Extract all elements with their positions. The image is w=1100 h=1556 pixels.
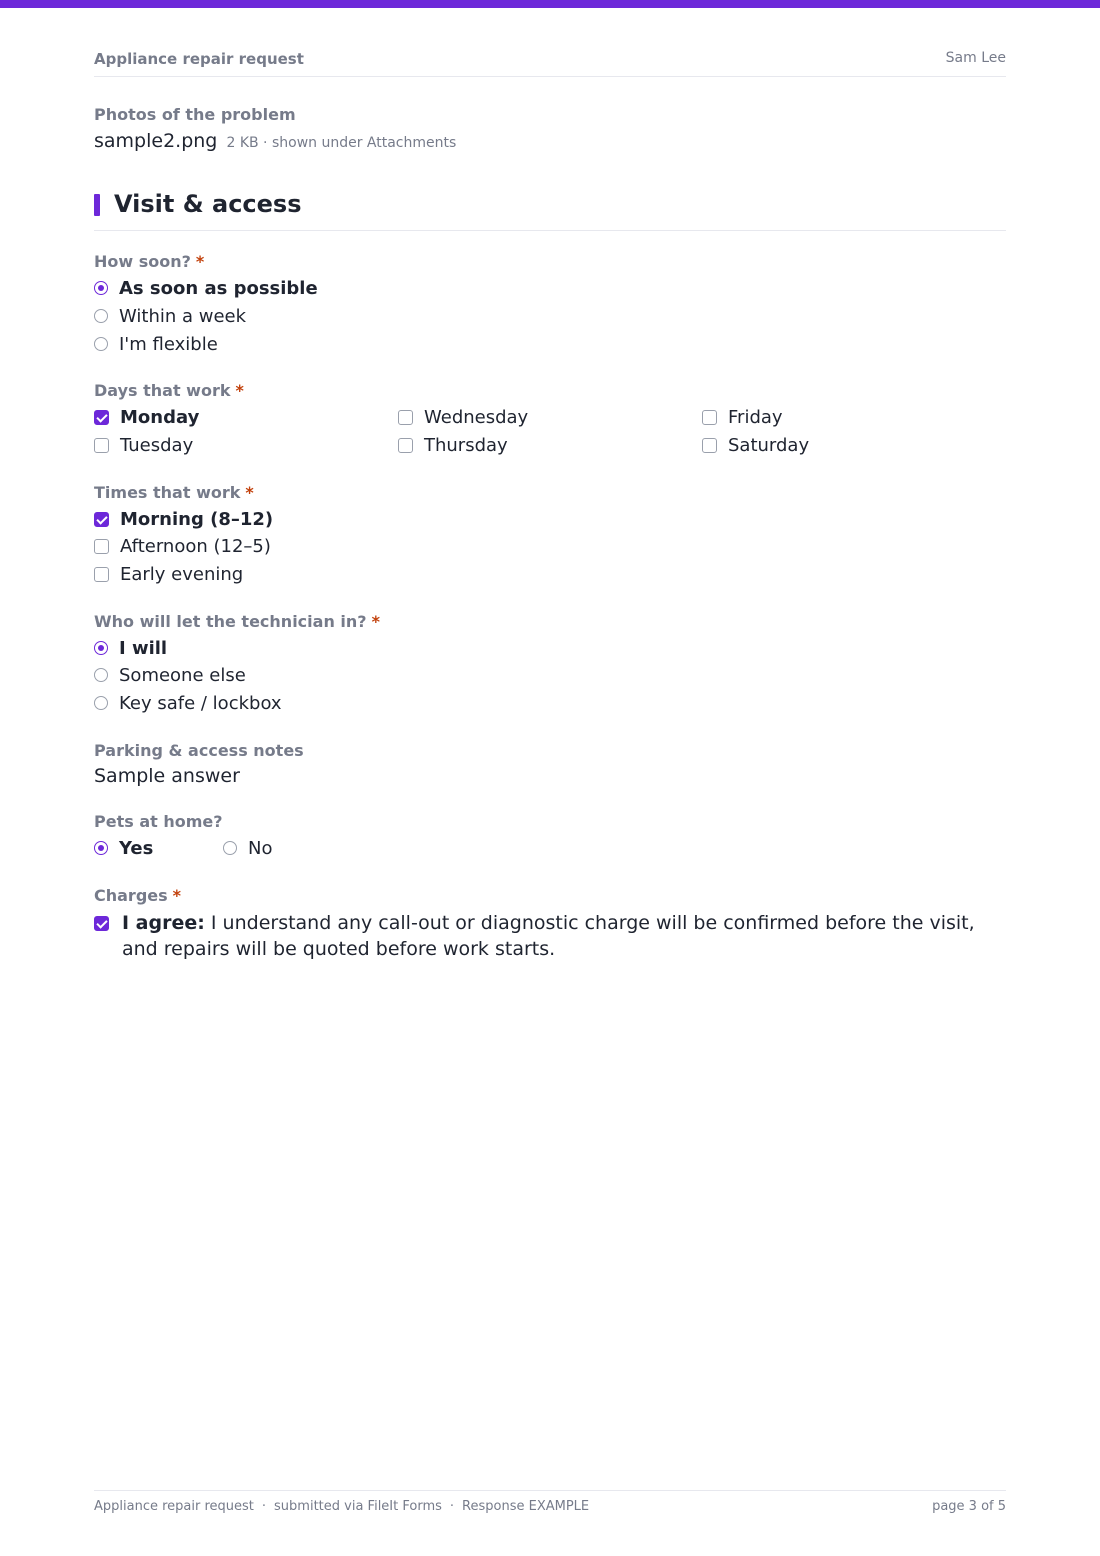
option-label: Someone else: [119, 664, 246, 686]
checkbox-empty-icon[interactable]: [398, 410, 413, 425]
times-label: [94, 483, 254, 502]
how-soon-option-week[interactable]: [94, 304, 246, 328]
checkbox-checked-icon[interactable]: [94, 410, 109, 425]
day-option-wednesday[interactable]: [398, 405, 528, 429]
radio-empty-icon[interactable]: [94, 337, 108, 351]
radio-selected-icon[interactable]: [94, 841, 108, 855]
charges-agreement[interactable]: [94, 910, 1006, 962]
option-label: Yes: [119, 837, 154, 859]
attachment-file-name[interactable]: sample2.png: [94, 130, 218, 152]
checkbox-empty-icon[interactable]: [94, 438, 109, 453]
required-marker: *: [235, 381, 244, 400]
day-option-saturday[interactable]: [702, 433, 809, 457]
radio-empty-icon[interactable]: [94, 696, 108, 710]
option-label: As soon as possible: [119, 277, 318, 299]
required-marker: *: [245, 483, 254, 502]
checkbox-empty-icon[interactable]: [398, 438, 413, 453]
footer-info: [94, 1499, 589, 1514]
top-accent-bar: [0, 0, 1100, 8]
respondent-name: Sam Lee: [945, 50, 1006, 66]
pets-label: Pets at home?: [94, 812, 223, 831]
footer-submitted-via: submitted via FileIt Forms: [274, 1499, 442, 1514]
day-option-tuesday[interactable]: [94, 433, 193, 457]
how-soon-option-flexible[interactable]: [94, 332, 218, 356]
times-label-text: Times that work: [94, 483, 241, 502]
day-option-thursday[interactable]: [398, 433, 508, 457]
checkbox-checked-icon[interactable]: [94, 916, 109, 931]
attachment-file-meta: 2 KB · shown under Attachments: [226, 135, 457, 151]
option-label: Tuesday: [120, 434, 194, 456]
pets-option-yes[interactable]: [94, 836, 153, 860]
how-soon-label: [94, 252, 204, 271]
charges-label-text: Charges: [94, 886, 168, 905]
agreement-text: [122, 910, 1006, 962]
form-title: Appliance repair request: [94, 50, 304, 68]
time-option-evening[interactable]: [94, 562, 243, 586]
option-label: Wednesday: [424, 406, 529, 428]
time-option-afternoon[interactable]: [94, 534, 271, 558]
radio-selected-icon[interactable]: [94, 281, 108, 295]
page-number: page 3 of 5: [932, 1499, 1006, 1514]
section-title: Visit & access: [114, 190, 302, 218]
page-footer: [94, 1490, 1006, 1521]
day-option-friday[interactable]: [702, 405, 783, 429]
footer-form-name: Appliance repair request: [94, 1499, 254, 1514]
radio-empty-icon[interactable]: [94, 668, 108, 682]
how-soon-label-text: How soon?: [94, 252, 191, 271]
parking-label: Parking & access notes: [94, 741, 304, 760]
option-label: Friday: [728, 406, 783, 428]
required-marker: *: [195, 252, 205, 271]
radio-selected-icon[interactable]: [94, 641, 108, 655]
who-label: [94, 612, 380, 631]
footer-response-id: Response EXAMPLE: [462, 1499, 590, 1514]
option-label: Morning (8–12): [120, 508, 274, 530]
radio-empty-icon[interactable]: [223, 841, 237, 855]
checkbox-checked-icon[interactable]: [94, 512, 109, 527]
photos-label: Photos of the problem: [94, 105, 296, 124]
who-option-key-safe[interactable]: [94, 691, 282, 715]
required-marker: *: [371, 612, 380, 631]
option-label: Monday: [120, 406, 200, 428]
option-label: I'm flexible: [119, 333, 218, 355]
option-label: Within a week: [119, 305, 247, 327]
agree-statement: I understand any call-out or diagnostic charge will be confirmed before the visit, and repairs will be quoted before work starts.: [122, 912, 975, 960]
checkbox-empty-icon[interactable]: [702, 438, 717, 453]
parking-answer: Sample answer: [94, 765, 240, 787]
required-marker: *: [172, 886, 182, 905]
time-option-morning[interactable]: [94, 507, 273, 531]
checkbox-empty-icon[interactable]: [94, 567, 109, 582]
section-header: [94, 190, 1006, 231]
option-label: I will: [119, 637, 168, 659]
option-label: Early evening: [120, 563, 244, 585]
pets-option-no[interactable]: [223, 836, 272, 860]
photos-attachment: [94, 130, 456, 152]
footer-separator: ·: [449, 1499, 455, 1514]
charges-label: [94, 886, 181, 905]
who-option-someone-else[interactable]: [94, 663, 246, 687]
days-label: [94, 381, 244, 400]
option-label: Thursday: [424, 434, 508, 456]
radio-empty-icon[interactable]: [94, 309, 108, 323]
checkbox-empty-icon[interactable]: [702, 410, 717, 425]
day-option-monday[interactable]: [94, 405, 199, 429]
option-label: Afternoon (12–5): [120, 535, 271, 557]
checkbox-empty-icon[interactable]: [94, 539, 109, 554]
who-option-i-will[interactable]: [94, 636, 167, 660]
page-header: [94, 48, 1006, 77]
section-accent-bar: [94, 194, 100, 216]
how-soon-option-asap[interactable]: [94, 276, 318, 300]
footer-separator: ·: [261, 1499, 267, 1514]
days-label-text: Days that work: [94, 381, 231, 400]
option-label: Saturday: [728, 434, 810, 456]
agree-label: I agree:: [122, 912, 205, 934]
option-label: No: [248, 837, 273, 859]
who-label-text: Who will let the technician in?: [94, 612, 367, 631]
option-label: Key safe / lockbox: [119, 692, 282, 714]
